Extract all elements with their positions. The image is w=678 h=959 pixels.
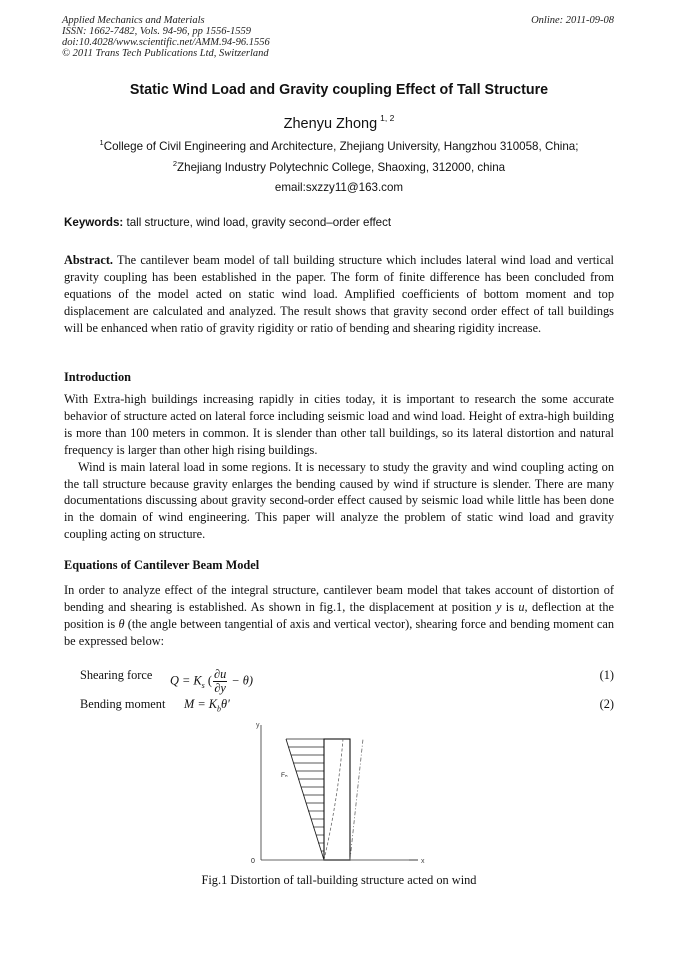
equation-2-formula [184,697,230,713]
journal-name: Applied Mechanics and Materials [62,15,205,26]
equation-2-label: Bending moment [80,697,166,711]
author-line [0,113,678,132]
equation-1-label: Shearing force [80,668,153,682]
equation-1-formula [170,668,253,695]
eq-text-3: , deflection at the position is [64,599,615,631]
author-name: Zhenyu Zhong [283,116,378,132]
equation-1-denominator: ∂y [214,681,226,695]
introduction-paragraph-1: With Extra-high buildings increasing rapidly in cities today, it is important to research the some accurate behavior of structure acted on lateral force including seismic load and wind load. Height of extra-high building is more than 100 meters in common. It is slender than other tall buildings, so its lateral distortion and natural frequency is larger than other high rising buildings. [64,392,614,457]
abstract-text: The cantilever beam model of tall building structure which includes lateral wind load and vertical gravity coupling has been established in the paper. The form of finite difference has been concluded from equations of the model acted on static wind load. Amplified coefficients of bottom moment and top displacement are calculated and analyzed. The result shows that gravity second order effect of tall buildings will be enhanced when ratio of gravity rigidity or ratio of bending and shearing rigidity increase. [64,253,614,335]
equation-1-lhs: Q = K [170,673,202,688]
abstract [64,252,614,337]
keywords-text: tall structure, wind load, gravity second–order effect [123,216,392,229]
equations-intro-paragraph [64,582,614,650]
issn-line: ISSN: 1662-7482, Vols. 94-96, pp 1556-1559 [62,26,251,37]
var-theta: θ [118,616,125,631]
author-email[interactable]: email:sxzzy11@163.com [274,181,404,194]
author-superscript: 1, 2 [380,113,395,123]
load-envelope-line [286,739,324,860]
equation-1-fraction [213,668,227,695]
equation-1-subscript: s [201,680,205,690]
wind-load-distribution [281,739,324,860]
origin-label: 0 [251,858,255,865]
paper-title: Static Wind Load and Gravity coupling Effect of Tall Structure [129,82,549,98]
eq-text-1: In order to analyze effect of the integral structure, cantilever beam model that takes account of distortion of bending and shearing is established. As shown in fig.1, the displacement at position [64,583,614,614]
affiliation-2-text: Zhejiang Industry Polytechnic College, Shaoxing, 312000, china [177,161,506,174]
y-axis-label: y [256,722,260,729]
introduction-body [64,391,614,543]
journal-header [62,15,270,59]
equation-1-rest: − θ) [228,673,253,688]
eq-text-2: is [501,599,519,614]
var-y: y [495,599,502,614]
deflected-axis-right [350,739,363,860]
affiliation-1-text: College of Civil Engineering and Architecture, Zhejiang University, Hangzhou 310058, China; [103,140,579,153]
deflected-axis-left [324,739,343,860]
eq-text-4: (the angle between tangential of axis and vertical vector), shearing force and bending moment can be expressed below: [64,616,614,648]
equation-1-paren: ( [204,673,212,688]
keywords [64,216,391,229]
var-u: u [518,599,525,614]
equation-2-rest: θ′ [221,697,230,711]
section-heading-equations: Equations of Cantilever Beam Model [64,558,260,572]
affiliation-2 [0,159,678,174]
equation-2-number: (2) [599,697,614,711]
copyright-line: © 2011 Trans Tech Publications Ltd, Switzerland [62,48,269,59]
load-label: Fₙ [281,772,288,779]
equation-1-number: (1) [599,668,614,682]
equation-1-numerator: ∂u [213,667,227,681]
affiliation-1 [0,138,678,153]
affiliation-2-sup: 2 [172,159,178,168]
introduction-paragraph-2: Wind is main lateral load in some regions. It is necessary to study the gravity and wind coupling acting on the tall structure because gravity enlarges the bending caused by wind if structure is slender. There are many documentations discussing about gravity second-order effect caused by seismic load while little has been done in the domain of wind engineering. This paper will analyze the problem of static wind load and gravity coupling acting on structure. [64,459,614,542]
figure-1-caption: Fig.1 Distortion of tall-building structure acted on wind [201,873,477,887]
online-date: Online: 2011-09-08 [531,15,614,26]
affiliation-1-sup: 1 [99,138,104,147]
equation-2-lhs: M = K [184,697,218,711]
figure-1-diagram [246,719,436,869]
equation-2-subscript: b [217,704,222,714]
abstract-label: Abstract. [64,253,114,267]
tall-structure-outline [324,739,350,860]
section-heading-introduction: Introduction [64,370,131,384]
doi-line: doi:10.4028/www.scientific.net/AMM.94-96.1556 [62,37,270,48]
x-axis-label: x [421,858,425,865]
keywords-label: Keywords: [64,216,124,229]
